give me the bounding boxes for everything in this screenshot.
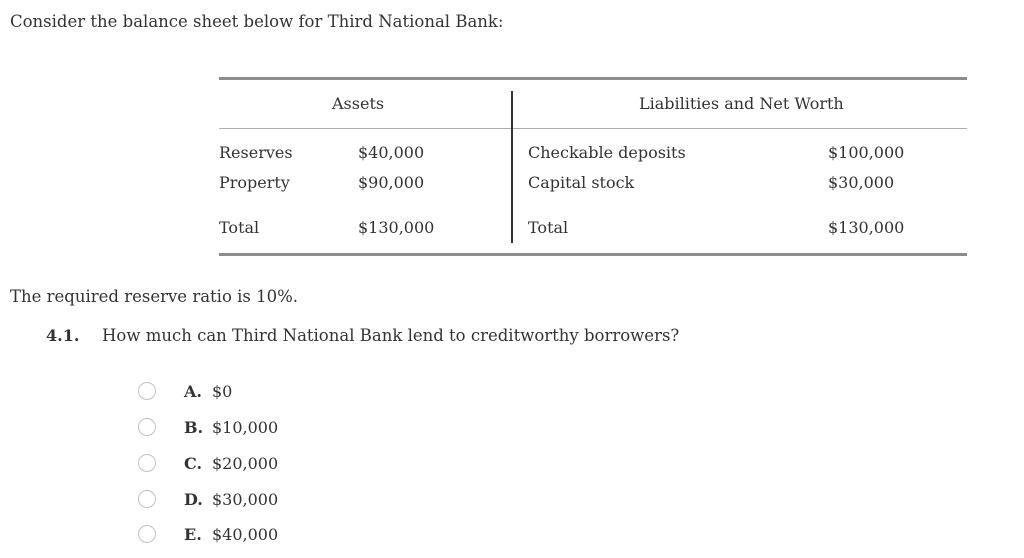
radio-button-b[interactable] xyxy=(138,418,156,436)
option-letter: E. xyxy=(184,525,202,544)
assets-total-value: $130,000 xyxy=(358,218,435,237)
question-text: How much can Third National Bank lend to creditworthy borrowers? xyxy=(102,326,680,345)
table-top-rule xyxy=(219,77,967,80)
option-letter: B. xyxy=(184,418,204,437)
option-c[interactable] xyxy=(138,452,279,474)
liability-label-capital-stock: Capital stock xyxy=(528,173,635,192)
radio-button-c[interactable] xyxy=(138,454,156,472)
asset-value-property: $90,000 xyxy=(358,173,425,192)
option-letter: A. xyxy=(184,382,202,401)
liabilities-header: Liabilities and Net Worth xyxy=(639,94,844,113)
table-bottom-rule xyxy=(219,253,967,256)
header-rule xyxy=(219,128,967,129)
option-d[interactable] xyxy=(138,488,279,510)
option-text: $20,000 xyxy=(212,454,279,473)
option-text: $0 xyxy=(212,382,233,401)
option-a[interactable] xyxy=(138,380,233,402)
option-text: $30,000 xyxy=(212,490,279,509)
question-number: 4.1. xyxy=(46,326,80,345)
asset-value-reserves: $40,000 xyxy=(358,143,425,162)
assets-header: Assets xyxy=(332,94,385,113)
balance-sheet xyxy=(219,77,967,257)
radio-button-a[interactable] xyxy=(138,382,156,400)
liability-value-checkable-deposits: $100,000 xyxy=(828,143,905,162)
option-e[interactable] xyxy=(138,523,279,545)
radio-button-e[interactable] xyxy=(138,525,156,543)
liabilities-total-label: Total xyxy=(528,218,569,237)
assets-total-label: Total xyxy=(219,218,260,237)
liability-value-capital-stock: $30,000 xyxy=(828,173,895,192)
option-text: $10,000 xyxy=(212,418,279,437)
asset-label-property: Property xyxy=(219,173,290,192)
column-divider xyxy=(511,91,513,243)
option-letter: C. xyxy=(184,454,203,473)
option-letter: D. xyxy=(184,490,203,509)
liabilities-total-value: $130,000 xyxy=(828,218,905,237)
option-b[interactable] xyxy=(138,416,279,438)
intro-text: Consider the balance sheet below for Third National Bank: xyxy=(10,12,504,31)
liability-label-checkable-deposits: Checkable deposits xyxy=(528,143,686,162)
reserve-ratio-text: The required reserve ratio is 10%. xyxy=(10,287,299,306)
asset-label-reserves: Reserves xyxy=(219,143,293,162)
option-text: $40,000 xyxy=(212,525,279,544)
radio-button-d[interactable] xyxy=(138,490,156,508)
